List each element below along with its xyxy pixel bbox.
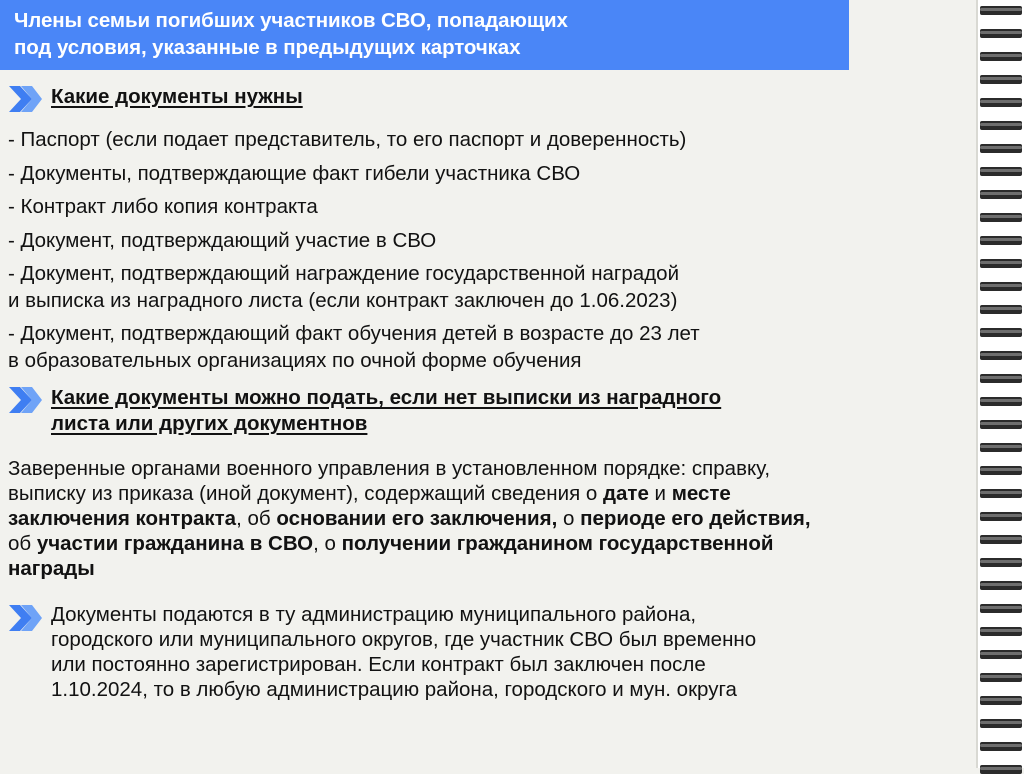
page-title-line-2: под условия, указанные в предыдущих карточках <box>14 36 521 60</box>
section2-heading-text <box>51 384 721 437</box>
binding-ring <box>980 604 1022 613</box>
binding-ring <box>980 144 1022 153</box>
binding-ring <box>980 29 1022 38</box>
binding-ring <box>980 765 1022 774</box>
binding-ring <box>980 742 1022 751</box>
double-chevron-right-icon <box>8 385 42 415</box>
paragraph-line-1: Заверенные органами военного управления в установленном порядке: справку, <box>8 456 771 480</box>
binding-ring <box>980 213 1022 222</box>
section-heading-alternative-documents <box>8 384 966 437</box>
binding-ring <box>980 581 1022 590</box>
paragraph-bold-place: месте <box>671 481 731 505</box>
binding-ring <box>980 535 1022 544</box>
paragraph-bold-participation: участии гражданина в СВО <box>36 532 314 556</box>
list-item: - Контракт либо копия контракта <box>8 195 318 219</box>
page-title-line-1: Члены семьи погибших участников СВО, попадающих <box>14 9 568 32</box>
section-heading-documents-needed <box>8 83 966 114</box>
binding-ring <box>980 719 1022 728</box>
binding-ring <box>980 627 1022 636</box>
binding-ring <box>980 98 1022 107</box>
list-item: - Документ, подтверждающий награждение государственной наградой и выписка из наградного листа (если контракт заключен до 1.06.2023) <box>8 262 680 312</box>
binding-ring <box>980 650 1022 659</box>
paragraph-line-3d: о <box>557 506 581 530</box>
binding-ring <box>980 351 1022 360</box>
section2-heading-line-2: листа или других документнов <box>51 412 368 436</box>
binding-ring <box>980 374 1022 383</box>
list-item: - Документы, подтверждающие факт гибели участника СВО <box>8 161 581 185</box>
paragraph-bold-award: награды <box>8 557 95 581</box>
submission-note <box>8 602 966 703</box>
binding-ring <box>980 512 1022 521</box>
double-chevron-right-icon <box>8 603 42 633</box>
binding-ring <box>980 75 1022 84</box>
page-title <box>0 0 849 70</box>
paragraph-line-4a: об <box>8 532 37 556</box>
list-item: - Документ, подтверждающий факт обучения детей в возрасте до 23 лет в образовательных организациях по очной форме обучения <box>8 322 700 372</box>
double-chevron-right-icon <box>8 84 42 114</box>
binding-ring <box>980 489 1022 498</box>
section1-heading-line: Какие документы нужны <box>51 85 303 109</box>
binding-ring <box>980 696 1022 705</box>
binding-ring <box>980 52 1022 61</box>
binding-ring <box>980 259 1022 268</box>
binding-ring <box>980 167 1022 176</box>
paragraph-line-2c: и <box>648 481 672 505</box>
content-area <box>0 83 978 702</box>
binding-ring <box>980 443 1022 452</box>
paragraph-bold-contract: заключения контракта <box>8 506 237 530</box>
paragraph-bold-basis: основании его заключения, <box>276 506 558 530</box>
binding-ring <box>980 673 1022 682</box>
section2-heading-line-1: Какие документы можно подать, если нет выписки из наградного <box>51 386 722 410</box>
documents-list <box>8 130 966 371</box>
paragraph-line-2a: выписку из приказа (иной документ), содержащий сведения о <box>8 481 603 505</box>
spiral-binding <box>976 0 1024 768</box>
list-item: - Документ, подтверждающий участие в СВО <box>8 228 437 252</box>
submission-note-text: Документы подаются в ту администрацию муниципального района, городского или муниципального округов, где участник СВО был временно или постоянно зарегистрирован. Если контракт был заключен после 1.10.2024, то в любую администрацию района, городского и мун. округа <box>51 602 757 702</box>
list-item: - Паспорт (если подает представитель, то его паспорт и доверенность) <box>8 128 687 152</box>
paragraph-line-4c: , о <box>313 532 342 556</box>
binding-ring <box>980 305 1022 314</box>
binding-ring <box>980 190 1022 199</box>
binding-ring <box>980 397 1022 406</box>
binding-ring <box>980 558 1022 567</box>
paragraph-bold-award-receipt: получении гражданином государственной <box>341 532 774 556</box>
binding-ring <box>980 328 1022 337</box>
alternative-documents-paragraph <box>8 456 966 582</box>
binding-ring <box>980 466 1022 475</box>
paragraph-bold-date: дате <box>602 481 649 505</box>
binding-ring <box>980 236 1022 245</box>
binding-ring <box>980 420 1022 429</box>
paragraph-bold-period: периоде его действия, <box>580 506 811 530</box>
binding-ring <box>980 121 1022 130</box>
binding-ring <box>980 282 1022 291</box>
binding-ring <box>980 6 1022 15</box>
paragraph-line-3b: , об <box>236 506 277 530</box>
section-heading-text <box>51 83 303 110</box>
